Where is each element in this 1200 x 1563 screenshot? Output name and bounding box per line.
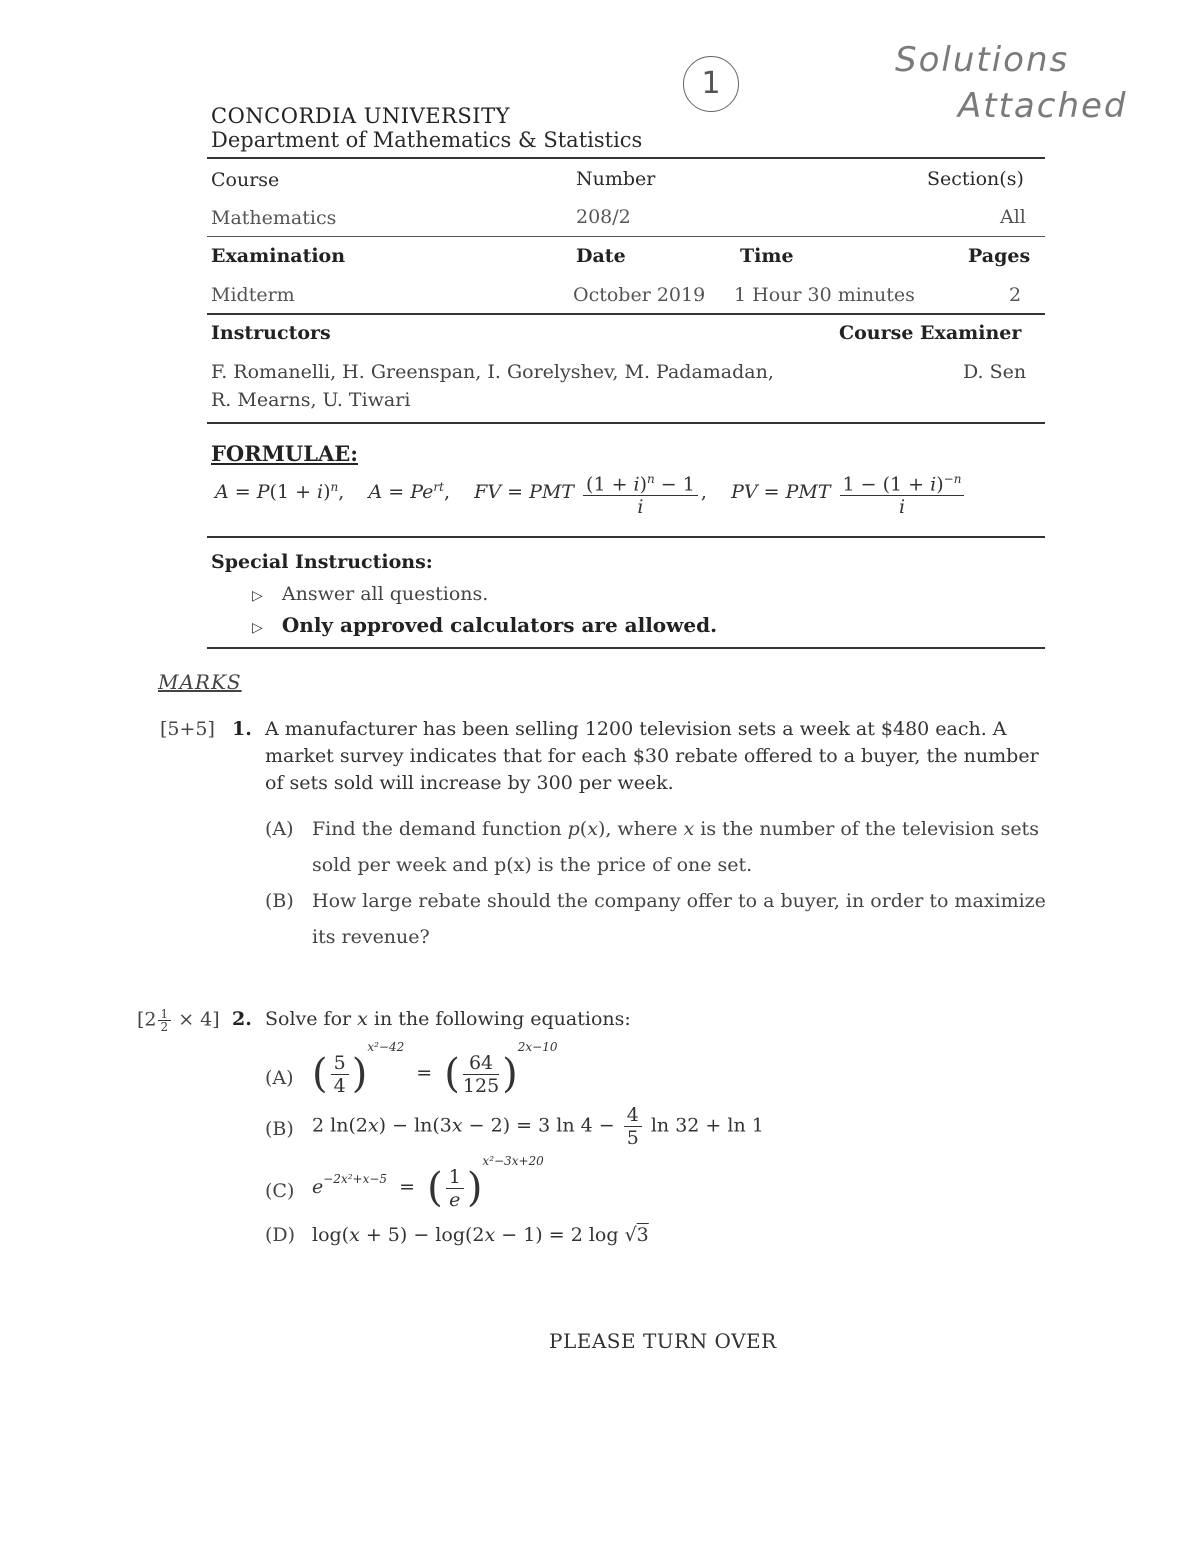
q1-partB-line2: its revenue? — [312, 926, 430, 948]
instruction-item: ▷ Only approved calculators are allowed. — [252, 613, 718, 637]
q1-text-line2: market survey indicates that for each $30 rebate offered to a buyer, the number — [265, 745, 1039, 767]
divider — [207, 313, 1045, 315]
number-header: Number — [576, 168, 656, 190]
q1-partB-line1: How large rebate should the company offer to a buyer, in order to maximize — [312, 890, 1046, 912]
special-instructions-heading: Special Instructions: — [211, 551, 433, 573]
university-name: CONCORDIA UNIVERSITY — [211, 104, 510, 128]
date-header: Date — [576, 245, 626, 267]
q1-marks: [5+5] — [160, 718, 215, 740]
time-header: Time — [740, 245, 794, 267]
examiner-value: D. Sen — [963, 361, 1027, 383]
q2-number: 2. — [232, 1008, 252, 1030]
divider — [207, 536, 1045, 538]
triangle-bullet-icon: ▷ — [252, 588, 263, 604]
divider — [207, 157, 1045, 159]
q2-partA-equation: ( $\frac{5}{4}$ )$^{x^2-42}$ = ( $\frac{64}{125}$ )$^{2x-10}$ — [312, 1040, 558, 1097]
q2-partB-label: (B) — [265, 1118, 294, 1140]
formulae-equations: $A = P(1 + i)^n$, $A = Pe^{rt}$, FV = PMT $\frac{(1 + i)^n - 1}{i}$ , PV = PMT $\frac{1 - (1 + i)^{-n}}{i}$ — [215, 468, 967, 518]
instructors-line2: R. Mearns, U. Tiwari — [211, 389, 411, 411]
exam-header: Examination — [211, 245, 346, 267]
formulae-heading: FORMULAE: — [211, 441, 359, 466]
course-value: Mathematics — [211, 207, 337, 229]
pages-header: Pages — [968, 245, 1031, 267]
q2-partA-label: (A) — [265, 1067, 294, 1089]
q2-partC-label: (C) — [265, 1180, 295, 1202]
time-value: 1 Hour 30 minutes — [734, 284, 915, 306]
instructors-line1: F. Romanelli, H. Greenspan, I. Gorelyshev, M. Padamadan, — [211, 361, 774, 383]
date-value: October 2019 — [573, 284, 706, 306]
q1-number: 1. — [232, 718, 252, 740]
number-value: 208/2 — [576, 206, 631, 228]
handwritten-note-line1: Solutions — [895, 40, 1070, 80]
q1-partB-label: (B) — [265, 890, 294, 912]
q2-partB-equation: 2 ln(2x) − ln(3x − 2) = 3 ln 4 − $\frac{4}{5}$ ln 32 + ln 1 — [312, 1104, 764, 1149]
q2-partC-equation: $e^{-2x^2+x-5}$ = ( $\frac{1}{e}$ )$^{x^2-3x+20}$ — [312, 1154, 544, 1211]
exam-value: Midterm — [211, 284, 295, 306]
instructors-header: Instructors — [211, 322, 331, 344]
q2-marks: [2 $\frac{1}{2}$ × 4] — [137, 1007, 220, 1034]
q1-text-line1: A manufacturer has been selling 1200 television sets a week at $480 each. A — [265, 718, 1007, 740]
divider — [207, 236, 1045, 237]
triangle-bullet-icon: ▷ — [252, 620, 263, 636]
instruction-item: ▷ Answer all questions. — [252, 583, 489, 605]
q1-partA-line1: Find the demand function p(x), where x is the number of the television sets — [312, 818, 1039, 840]
marks-label: MARKS — [158, 670, 242, 694]
q2-partD-equation: log(x + 5) − log(2x − 1) = 2 log √3 — [312, 1224, 649, 1246]
handwritten-note-line2: Attached — [958, 86, 1128, 126]
department-name: Department of Mathematics & Statistics — [211, 128, 643, 152]
q2-text: Solve for x in the following equations: — [265, 1008, 631, 1030]
q2-partD-label: (D) — [265, 1224, 296, 1246]
q1-partA-line2: sold per week and p(x) is the price of one set. — [312, 854, 753, 876]
circled-page-number — [683, 56, 739, 112]
please-turn-over: PLEASE TURN OVER — [549, 1329, 777, 1353]
pages-value: 2 — [1009, 284, 1022, 306]
examiner-header: Course Examiner — [839, 322, 1022, 344]
course-header: Course — [211, 169, 280, 191]
divider — [207, 647, 1045, 649]
q1-text-line3: of sets sold will increase by 300 per week. — [265, 772, 674, 794]
divider — [207, 422, 1045, 424]
q1-partA-label: (A) — [265, 818, 294, 840]
sections-header: Section(s) — [927, 168, 1024, 190]
page-number-text: 1 — [701, 66, 721, 101]
sections-value: All — [1000, 206, 1026, 228]
